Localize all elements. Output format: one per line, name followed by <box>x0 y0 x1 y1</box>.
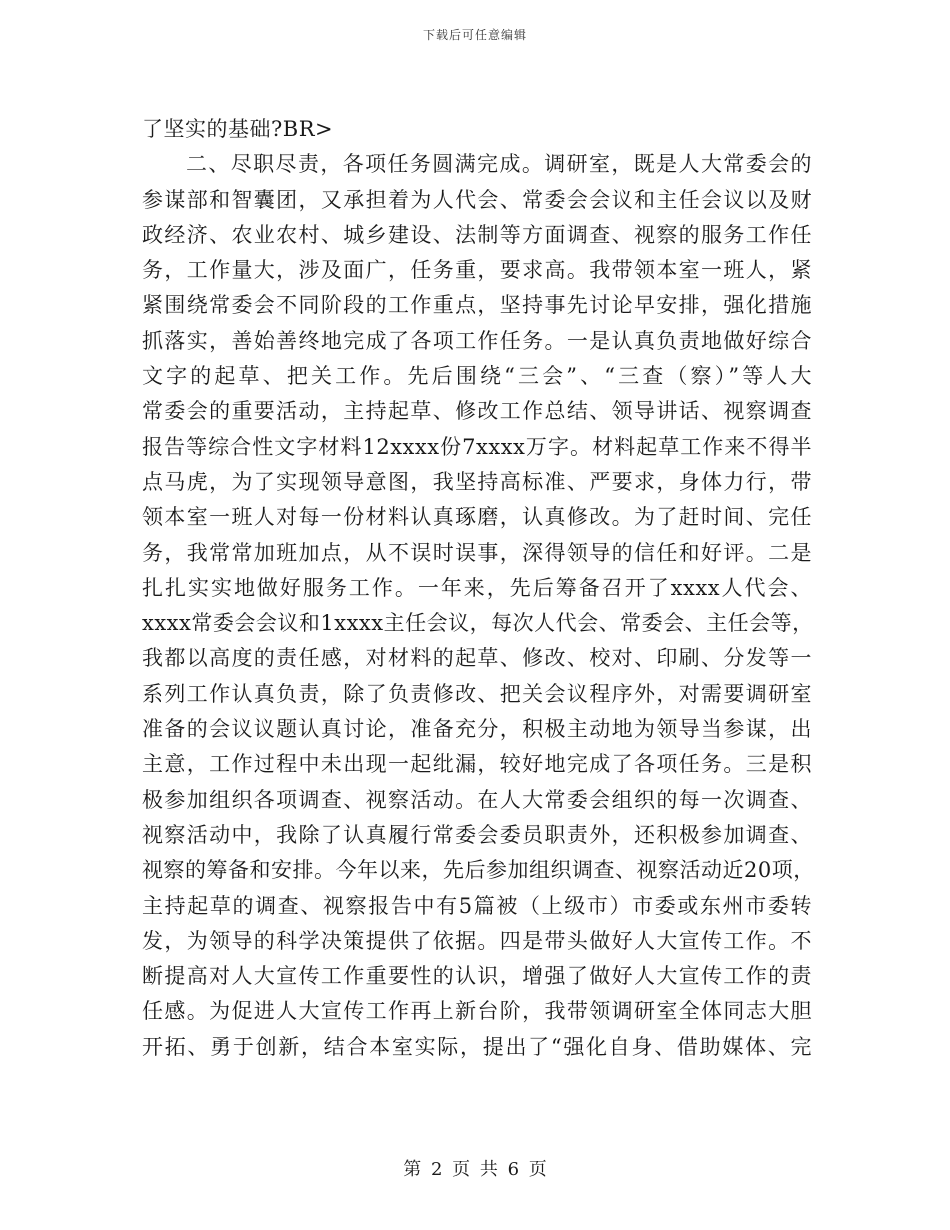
text-line: 视察活动中，我除了认真履行常委会委员职责外，还积极参加调查、 <box>142 822 812 847</box>
text-line: 常委会的重要活动，主持起草、修改工作总结、领导讲话、视察调查 <box>142 399 812 424</box>
text-line: 主意，工作过程中未出现一起纰漏，较好地完成了各项任务。三是积 <box>142 752 812 777</box>
text-line: 主持起草的调查、视察报告中有5篇被（上级市）市委或东州市委转 <box>142 893 812 918</box>
text-line: 务，我常常加班加点，从不误时误事，深得领导的信任和好评。二是 <box>142 540 812 565</box>
text-line: 视察的筹备和安排。今年以来，先后参加组织调查、视察活动近20项， <box>142 858 815 883</box>
text-line: 文字的起草、把关工作。先后围绕“三会”、“三查（察）”等人大 <box>142 364 812 389</box>
text-line: 了坚实的基础?BR> <box>142 117 334 141</box>
text-line: 领本室一班人对每一份材料认真琢磨，认真修改。为了赶时间、完任 <box>142 505 812 530</box>
text-line: 扎扎实实地做好服务工作。一年来，先后筹备召开了xxxx人代会、 <box>142 575 812 600</box>
text-line: 极参加组织各项调查、视察活动。在人大常委会组织的每一次调查、 <box>142 787 812 812</box>
page-header: 下载后可任意编辑 <box>422 28 527 42</box>
text-line: 发，为领导的科学决策提供了依据。四是带头做好人大宣传工作。不 <box>142 928 812 953</box>
text-line: 二、尽职尽责，各项任务圆满完成。调研室，既是人大常委会的 <box>186 152 812 177</box>
text-line: 政经济、农业农村、城乡建设、法制等方面调查、视察的服务工作任 <box>142 222 812 247</box>
text-line: 参谋部和智囊团，又承担着为人代会、常委会会议和主任会议以及财 <box>142 187 812 212</box>
text-line: 系列工作认真负责，除了负责修改、把关会议程序外，对需要调研室 <box>142 681 812 706</box>
text-line: 断提高对人大宣传工作重要性的认识，增强了做好人大宣传工作的责 <box>142 964 812 989</box>
text-line: 点马虎，为了实现领导意图，我坚持高标准、严要求，身体力行，带 <box>142 469 812 494</box>
text-line: 准备的会议议题认真讨论，准备充分，积极主动地为领导当参谋，出 <box>142 717 812 742</box>
text-line: 我都以高度的责任感，对材料的起草、修改、校对、印刷、分发等一 <box>142 646 812 671</box>
text-line: 开拓、勇于创新，结合本室实际，提出了“强化自身、借助媒体、完 <box>142 1034 812 1059</box>
text-line: 抓落实，善始善终地完成了各项工作任务。一是认真负责地做好综合 <box>142 328 812 353</box>
page-number: 第 2 页 共 6 页 <box>403 1159 547 1180</box>
text-line: 紧围绕常委会不同阶段的工作重点，坚持事先讨论早安排，强化措施 <box>142 293 812 318</box>
text-line: 报告等综合性文字材料12xxxx份7xxxx万字。材料起草工作来不得半 <box>142 434 812 459</box>
text-line: 务，工作量大，涉及面广，任务重，要求高。我带领本室一班人，紧 <box>142 258 812 283</box>
text-line: xxxx常委会会议和1xxxx主任会议，每次人代会、常委会、主任会等， <box>142 611 814 636</box>
document-body <box>142 112 815 1065</box>
text-line: 任感。为促进人大宣传工作再上新台阶，我带领调研室全体同志大胆 <box>142 999 812 1024</box>
